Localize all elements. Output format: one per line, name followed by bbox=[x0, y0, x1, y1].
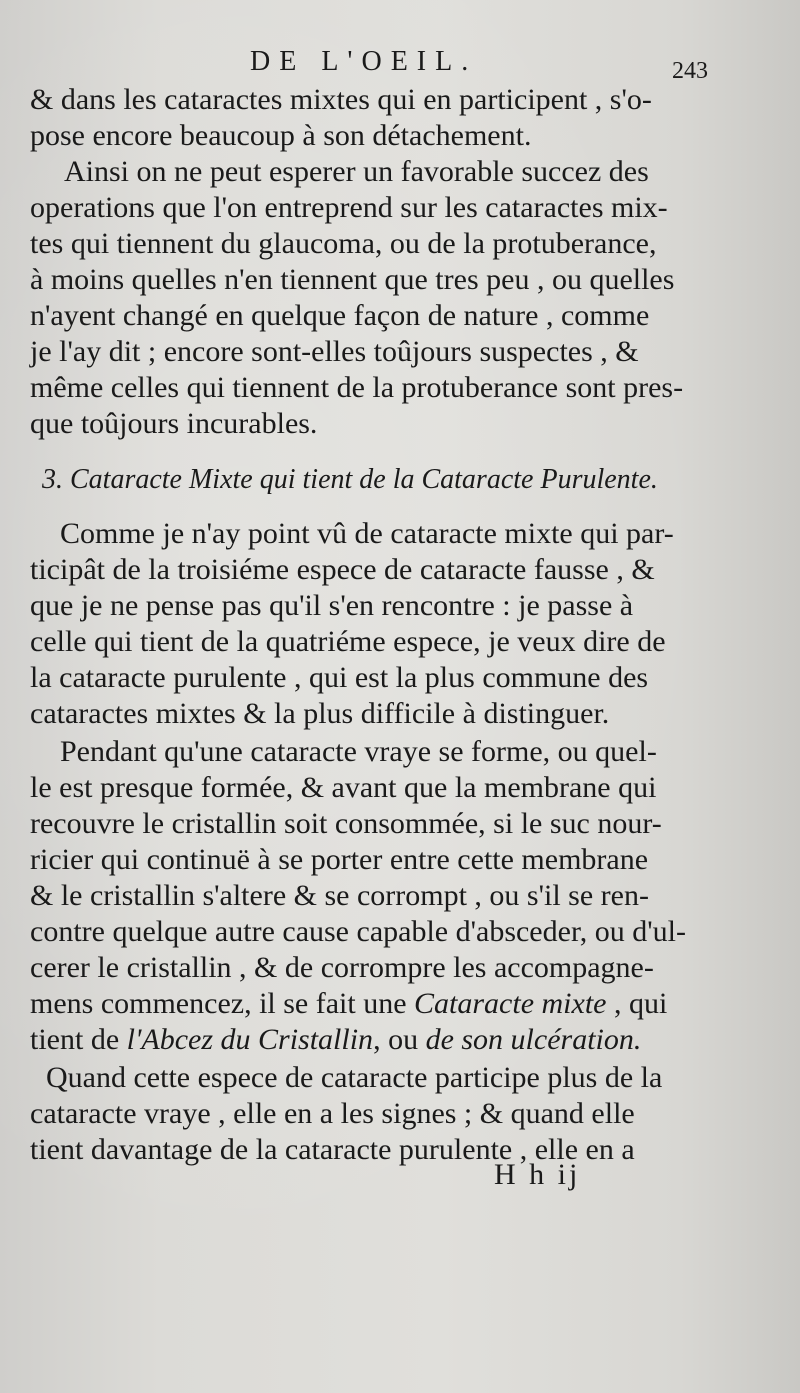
text-line: que toûjours incurables. bbox=[30, 407, 318, 440]
text-line bbox=[30, 986, 667, 1022]
text-line: tient davantage de la cataracte purulente , elle en a bbox=[30, 1133, 635, 1166]
text-run: tient de bbox=[30, 1023, 127, 1056]
text-line: à moins quelles n'en tiennent que tres peu , ou quelles bbox=[30, 263, 675, 296]
page-number: 243 bbox=[672, 58, 708, 84]
text-line: que je ne pense pas qu'il s'en rencontre : je passe à bbox=[30, 589, 634, 622]
text-line: cataractes mixtes & la plus difficile à distinguer. bbox=[30, 697, 610, 730]
running-head: DE L'OEIL. bbox=[250, 46, 478, 77]
text-line: la cataracte purulente , qui est la plus commune des bbox=[30, 661, 649, 694]
text-line: Comme je n'ay point vû de cataracte mixte qui par- bbox=[60, 517, 674, 550]
section-heading: 3. Cataracte Mixte qui tient de la Cataracte Purulente. bbox=[42, 464, 658, 495]
italic-term: l'Abcez du Cristallin bbox=[126, 1023, 374, 1056]
text-run: , ou bbox=[373, 1023, 426, 1056]
text-run: , qui bbox=[606, 987, 668, 1020]
signature-mark: H h ij bbox=[494, 1158, 581, 1191]
text-line: contre quelque autre cause capable d'absceder, ou d'ul- bbox=[30, 915, 686, 948]
text-line: operations que l'on entreprend sur les cataractes mix- bbox=[30, 191, 668, 224]
text-line: cerer le cristallin , & de corrompre les accompagne- bbox=[30, 951, 654, 984]
text-line: n'ayent changé en quelque façon de nature , comme bbox=[30, 299, 650, 332]
italic-term: Cataracte mixte bbox=[414, 987, 607, 1020]
text-line: Quand cette espece de cataracte participe plus de la bbox=[46, 1061, 663, 1094]
text-run: mens commencez, il se fait une bbox=[30, 987, 415, 1020]
text-line: tes qui tiennent du glaucoma, ou de la protuberance, bbox=[30, 227, 657, 260]
text-line: & le cristallin s'altere & se corrompt , ou s'il se ren- bbox=[30, 879, 649, 912]
text-line bbox=[30, 1022, 641, 1058]
text-line: Pendant qu'une cataracte vraye se forme, ou quel- bbox=[60, 735, 657, 768]
text-line: celle qui tient de la quatriéme espece, je veux dire de bbox=[30, 625, 666, 658]
italic-term: de son ulcération. bbox=[425, 1023, 642, 1056]
text-line: je l'ay dit ; encore sont-elles toûjours suspectes , & bbox=[30, 335, 639, 368]
text-line: même celles qui tiennent de la protuberance sont pres- bbox=[30, 371, 684, 404]
text-line: Ainsi on ne peut esperer un favorable succez des bbox=[64, 155, 649, 188]
text-line: recouvre le cristallin soit consommée, si le suc nour- bbox=[30, 807, 662, 840]
text-line: ricier qui continuë à se porter entre cette membrane bbox=[30, 843, 649, 876]
text-line: ticipât de la troisiéme espece de cataracte fausse , & bbox=[30, 553, 655, 586]
text-line: le est presque formée, & avant que la membrane qui bbox=[30, 771, 657, 804]
text-line: cataracte vraye , elle en a les signes ; & quand elle bbox=[30, 1097, 635, 1130]
text-line: & dans les cataractes mixtes qui en participent , s'o- bbox=[30, 83, 652, 116]
text-line: pose encore beaucoup à son détachement. bbox=[30, 119, 532, 152]
